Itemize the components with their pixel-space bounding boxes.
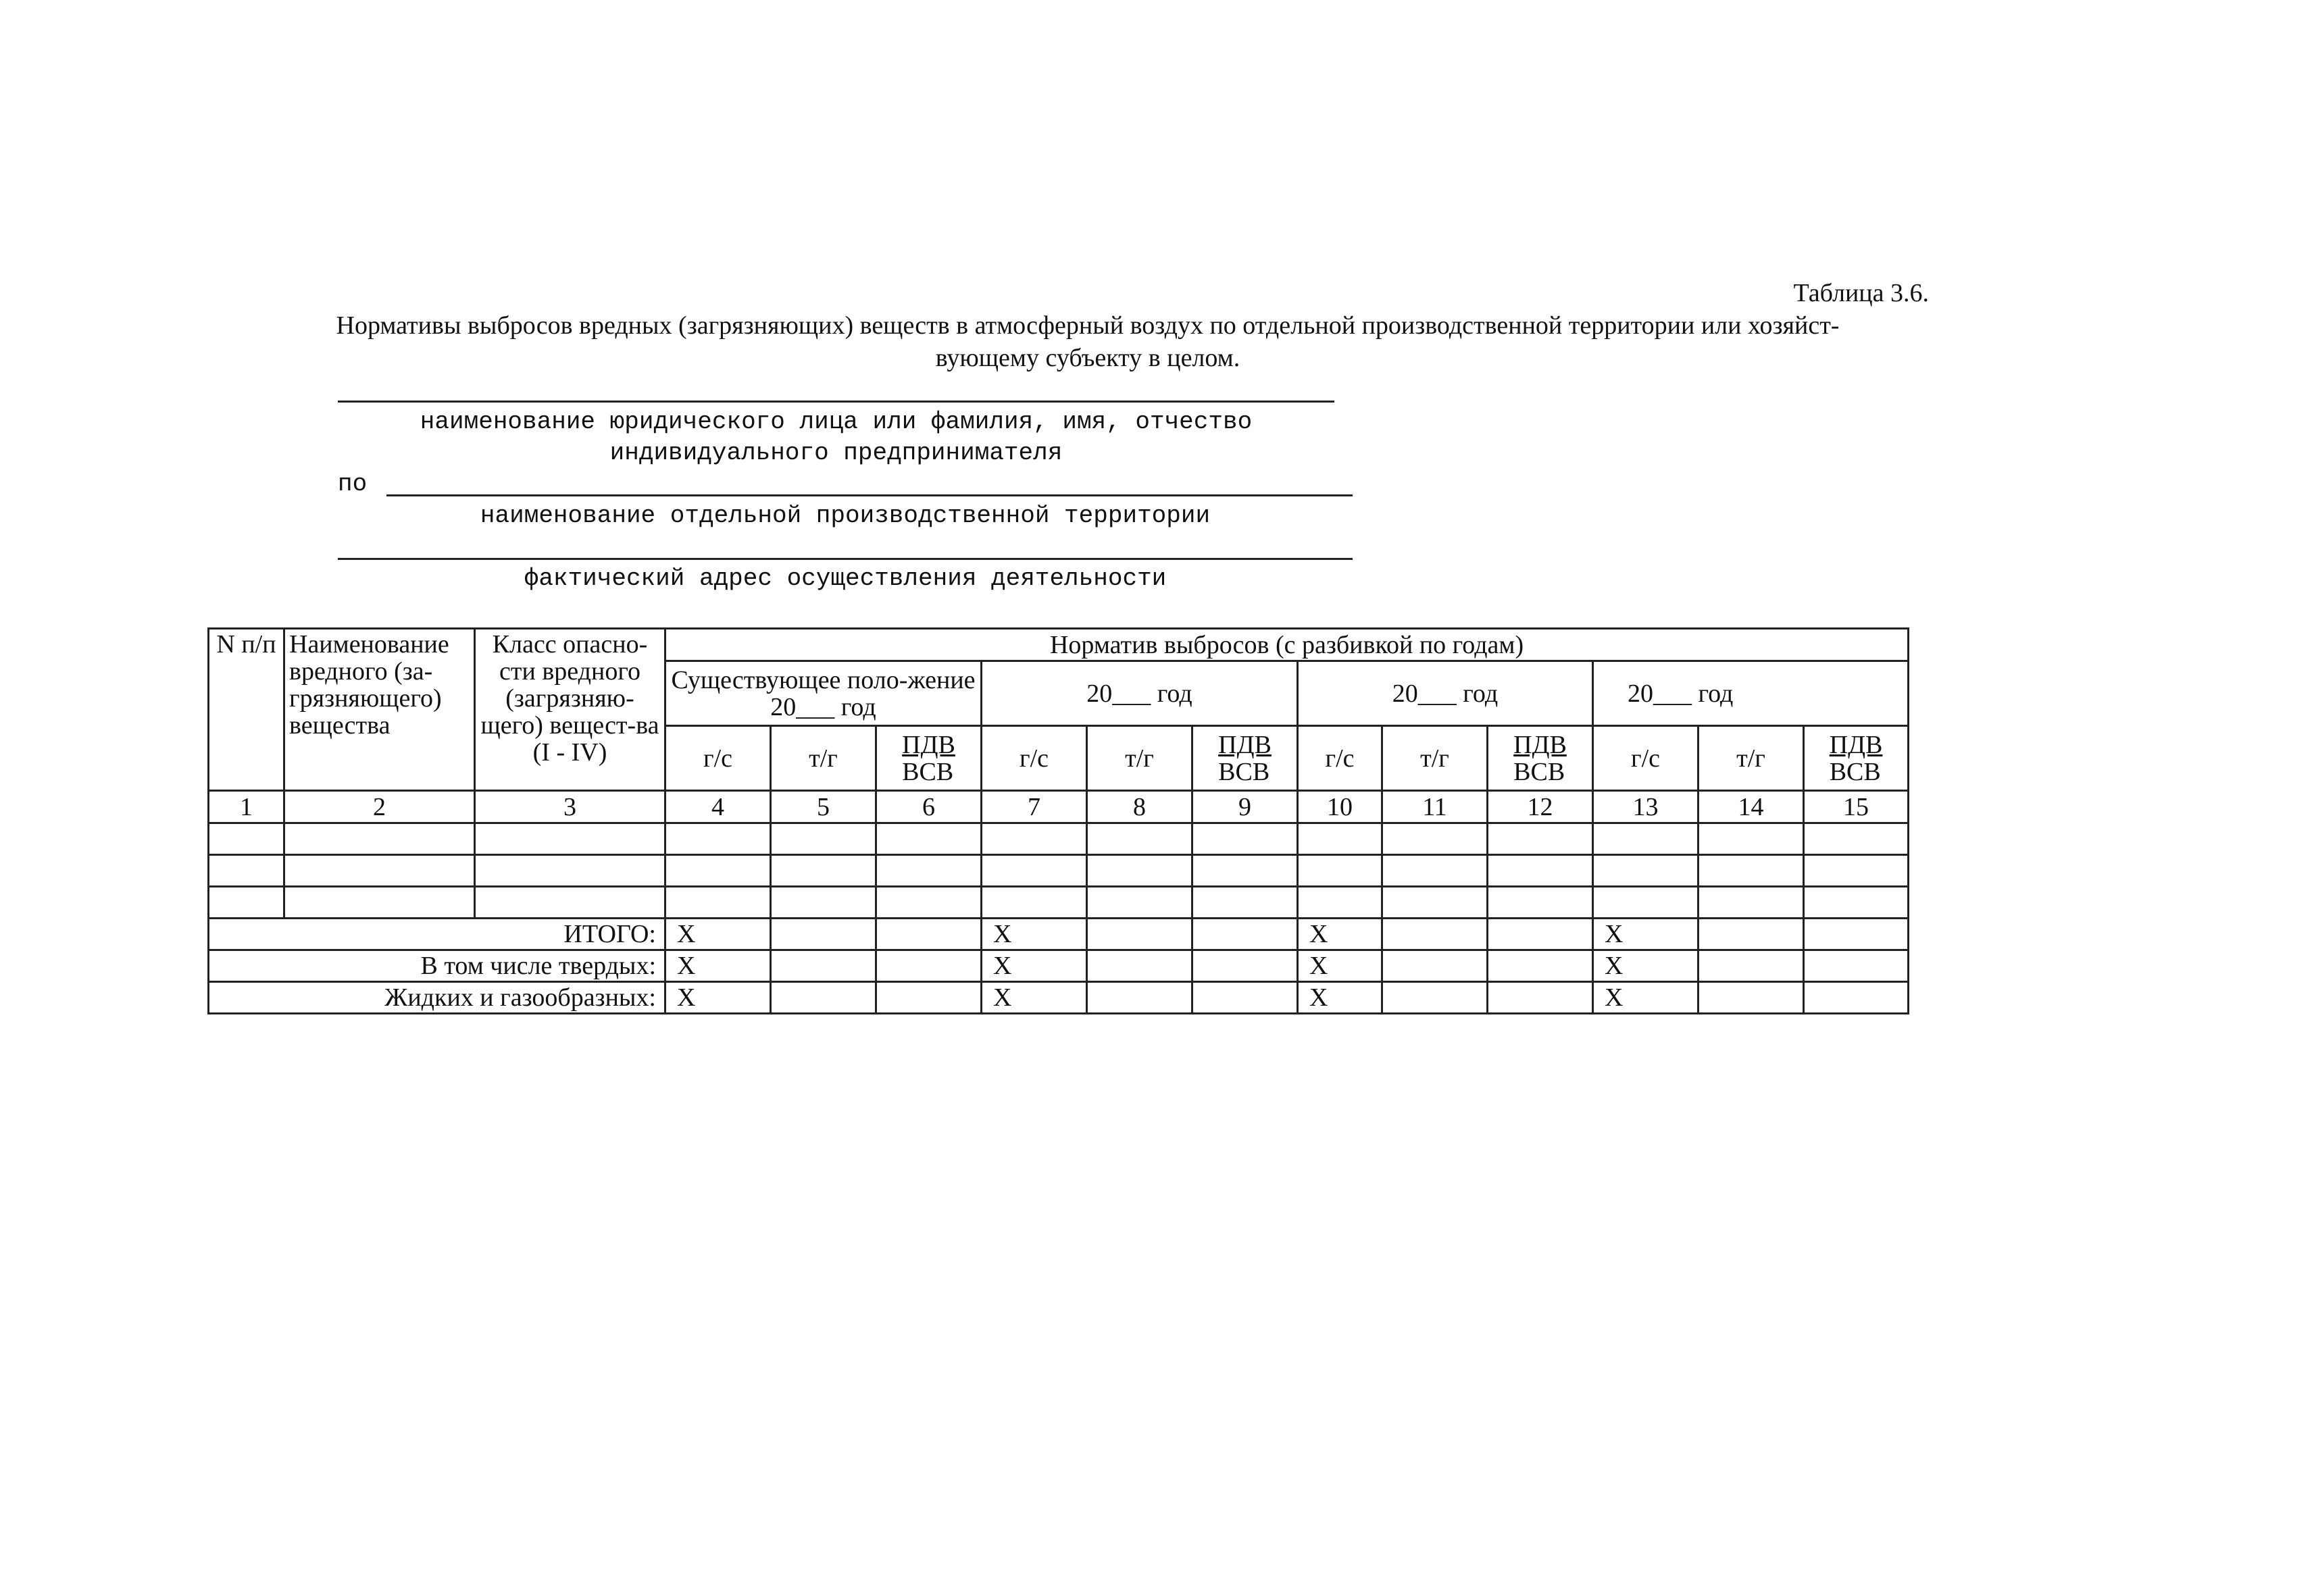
empty-cell[interactable] <box>876 855 982 887</box>
summary-label: Жидких и газообразных: <box>209 982 665 1014</box>
empty-cell[interactable] <box>1087 855 1192 887</box>
empty-cell[interactable] <box>1804 855 1909 887</box>
po-label: по <box>338 470 368 498</box>
header-gs: г/с <box>982 726 1087 791</box>
summary-row-liquid-gas <box>209 982 1909 1014</box>
empty-cell[interactable] <box>1382 950 1488 982</box>
column-number: 13 <box>1593 791 1699 823</box>
empty-cell[interactable] <box>284 823 475 855</box>
x-mark: X <box>1298 950 1382 982</box>
empty-cell[interactable] <box>1804 919 1909 950</box>
empty-cell[interactable] <box>1593 855 1699 887</box>
column-number: 1 <box>209 791 284 823</box>
empty-cell[interactable] <box>1298 823 1382 855</box>
empty-cell[interactable] <box>1804 887 1909 919</box>
header-norm: Норматив выбросов (с разбивкой по годам) <box>665 629 1909 661</box>
empty-cell[interactable] <box>665 855 771 887</box>
header-existing-period: Существующее поло-жение 20___ год <box>665 661 982 726</box>
header-gs: г/с <box>665 726 771 791</box>
empty-cell[interactable] <box>982 823 1087 855</box>
column-number: 3 <box>475 791 665 823</box>
empty-cell[interactable] <box>1488 887 1593 919</box>
empty-cell[interactable] <box>665 887 771 919</box>
legal-entity-caption-line-1: наименование юридического лица или фамилия, имя, отчество <box>420 408 1253 436</box>
empty-cell[interactable] <box>475 823 665 855</box>
legal-entity-caption-line-2: индивидуального предпринимателя <box>609 439 1063 467</box>
empty-cell[interactable] <box>876 982 982 1014</box>
territory-caption: наименование отдельной производственной территории <box>480 502 1211 530</box>
column-number: 15 <box>1804 791 1909 823</box>
empty-cell[interactable] <box>1087 982 1192 1014</box>
empty-cell[interactable] <box>1382 823 1488 855</box>
empty-cell[interactable] <box>771 887 876 919</box>
column-number: 8 <box>1087 791 1192 823</box>
empty-cell[interactable] <box>1488 823 1593 855</box>
empty-cell[interactable] <box>1593 887 1699 919</box>
empty-cell[interactable] <box>1699 982 1804 1014</box>
empty-cell[interactable] <box>1488 855 1593 887</box>
title-line-2: вующему субъекту в целом. <box>935 344 1240 372</box>
header-gs: г/с <box>1298 726 1382 791</box>
empty-cell[interactable] <box>982 887 1087 919</box>
x-mark: X <box>665 982 771 1014</box>
column-number: 9 <box>1192 791 1298 823</box>
empty-cell[interactable] <box>1699 855 1804 887</box>
header-pdv-vsv <box>1192 726 1298 791</box>
empty-cell[interactable] <box>982 855 1087 887</box>
empty-cell[interactable] <box>876 823 982 855</box>
x-mark: X <box>982 982 1087 1014</box>
empty-cell[interactable] <box>1192 855 1298 887</box>
x-mark: X <box>1298 982 1382 1014</box>
empty-cell[interactable] <box>1192 982 1298 1014</box>
empty-cell[interactable] <box>1804 950 1909 982</box>
empty-cell[interactable] <box>1382 919 1488 950</box>
table-row <box>209 855 1909 887</box>
empty-cell[interactable] <box>1804 982 1909 1014</box>
table-label: Таблица 3.6. <box>1793 279 1929 307</box>
empty-cell[interactable] <box>1382 855 1488 887</box>
empty-cell[interactable] <box>1699 919 1804 950</box>
header-hazard-class: Класс опасно-сти вредного (загрязняю-щего) вещест-ва (I - IV) <box>475 629 665 791</box>
header-tg: т/г <box>1087 726 1192 791</box>
title-line-1: Нормативы выбросов вредных (загрязняющих) веществ в атмосферный воздух по отдельной производственной территории или хозяйст- <box>336 311 1840 340</box>
empty-cell[interactable] <box>1192 823 1298 855</box>
empty-cell[interactable] <box>1298 855 1382 887</box>
header-num: N п/п <box>209 629 284 791</box>
column-number: 5 <box>771 791 876 823</box>
summary-label: ИТОГО: <box>209 919 665 950</box>
empty-cell[interactable] <box>1382 887 1488 919</box>
table-row <box>209 887 1909 919</box>
summary-row-solid <box>209 950 1909 982</box>
empty-cell[interactable] <box>876 919 982 950</box>
legal-entity-caption <box>338 407 1334 469</box>
empty-cell[interactable] <box>1488 982 1593 1014</box>
header-year-1: 20___ год <box>982 661 1298 726</box>
empty-cell[interactable] <box>1488 919 1593 950</box>
address-caption: фактический адрес осуществления деятельности <box>524 565 1167 592</box>
empty-cell[interactable] <box>209 887 284 919</box>
header-pdv-vsv <box>1804 726 1909 791</box>
x-mark: X <box>982 950 1087 982</box>
empty-cell[interactable] <box>1192 919 1298 950</box>
column-number: 7 <box>982 791 1087 823</box>
header-tg: т/г <box>771 726 876 791</box>
empty-cell[interactable] <box>1488 950 1593 982</box>
x-mark: X <box>1298 919 1382 950</box>
empty-cell[interactable] <box>1087 823 1192 855</box>
empty-cell[interactable] <box>284 887 475 919</box>
empty-cell[interactable] <box>475 887 665 919</box>
column-number: 12 <box>1488 791 1593 823</box>
column-number-row <box>209 791 1909 823</box>
empty-cell[interactable] <box>1699 950 1804 982</box>
x-mark: X <box>982 919 1087 950</box>
empty-cell[interactable] <box>771 919 876 950</box>
address-fill-line <box>338 558 1353 560</box>
territory-fill-line <box>386 494 1353 496</box>
summary-label: В том числе твердых: <box>209 950 665 982</box>
empty-cell[interactable] <box>771 823 876 855</box>
x-mark: X <box>665 950 771 982</box>
empty-cell[interactable] <box>1699 823 1804 855</box>
column-number: 14 <box>1699 791 1804 823</box>
empty-cell[interactable] <box>1087 950 1192 982</box>
empty-cell[interactable] <box>876 887 982 919</box>
empty-cell[interactable] <box>1382 982 1488 1014</box>
x-mark: X <box>665 919 771 950</box>
header-year-3: 20___ год <box>1593 661 1909 726</box>
empty-cell[interactable] <box>1192 950 1298 982</box>
empty-cell[interactable] <box>771 950 876 982</box>
header-vsv: ВСВ <box>902 757 954 786</box>
header-pdv-vsv <box>876 726 982 791</box>
empty-cell[interactable] <box>876 950 982 982</box>
document-title <box>223 309 1953 374</box>
header-pdv: ПДВ <box>1513 730 1567 759</box>
header-vsv: ВСВ <box>1829 757 1881 786</box>
column-number: 10 <box>1298 791 1382 823</box>
header-substance-name: Наименование вредного (за-грязняющего) вещества <box>284 629 475 791</box>
empty-cell[interactable] <box>1804 823 1909 855</box>
column-number: 6 <box>876 791 982 823</box>
empty-cell[interactable] <box>1298 887 1382 919</box>
empty-cell[interactable] <box>475 855 665 887</box>
empty-cell[interactable] <box>284 855 475 887</box>
empty-cell[interactable] <box>771 855 876 887</box>
header-tg: т/г <box>1382 726 1488 791</box>
column-number: 11 <box>1382 791 1488 823</box>
empty-cell[interactable] <box>1087 887 1192 919</box>
header-tg: т/г <box>1699 726 1804 791</box>
empty-cell[interactable] <box>1593 823 1699 855</box>
emission-norms-table <box>207 627 1909 1014</box>
header-year-2: 20___ год <box>1298 661 1593 726</box>
empty-cell[interactable] <box>1699 887 1804 919</box>
empty-cell[interactable] <box>209 855 284 887</box>
summary-row-total <box>209 919 1909 950</box>
header-vsv: ВСВ <box>1513 757 1565 786</box>
x-mark: X <box>1593 950 1699 982</box>
column-number: 2 <box>284 791 475 823</box>
header-pdv: ПДВ <box>1829 730 1883 759</box>
header-vsv: ВСВ <box>1218 757 1270 786</box>
empty-cell[interactable] <box>665 823 771 855</box>
empty-cell[interactable] <box>209 823 284 855</box>
header-gs: г/с <box>1593 726 1699 791</box>
header-pdv-vsv <box>1488 726 1593 791</box>
legal-entity-fill-line <box>338 401 1334 403</box>
header-pdv: ПДВ <box>1218 730 1272 759</box>
x-mark: X <box>1593 982 1699 1014</box>
header-pdv: ПДВ <box>902 730 955 759</box>
empty-cell[interactable] <box>1192 887 1298 919</box>
table-row <box>209 823 1909 855</box>
empty-cell[interactable] <box>771 982 876 1014</box>
x-mark: X <box>1593 919 1699 950</box>
empty-cell[interactable] <box>1087 919 1192 950</box>
column-number: 4 <box>665 791 771 823</box>
